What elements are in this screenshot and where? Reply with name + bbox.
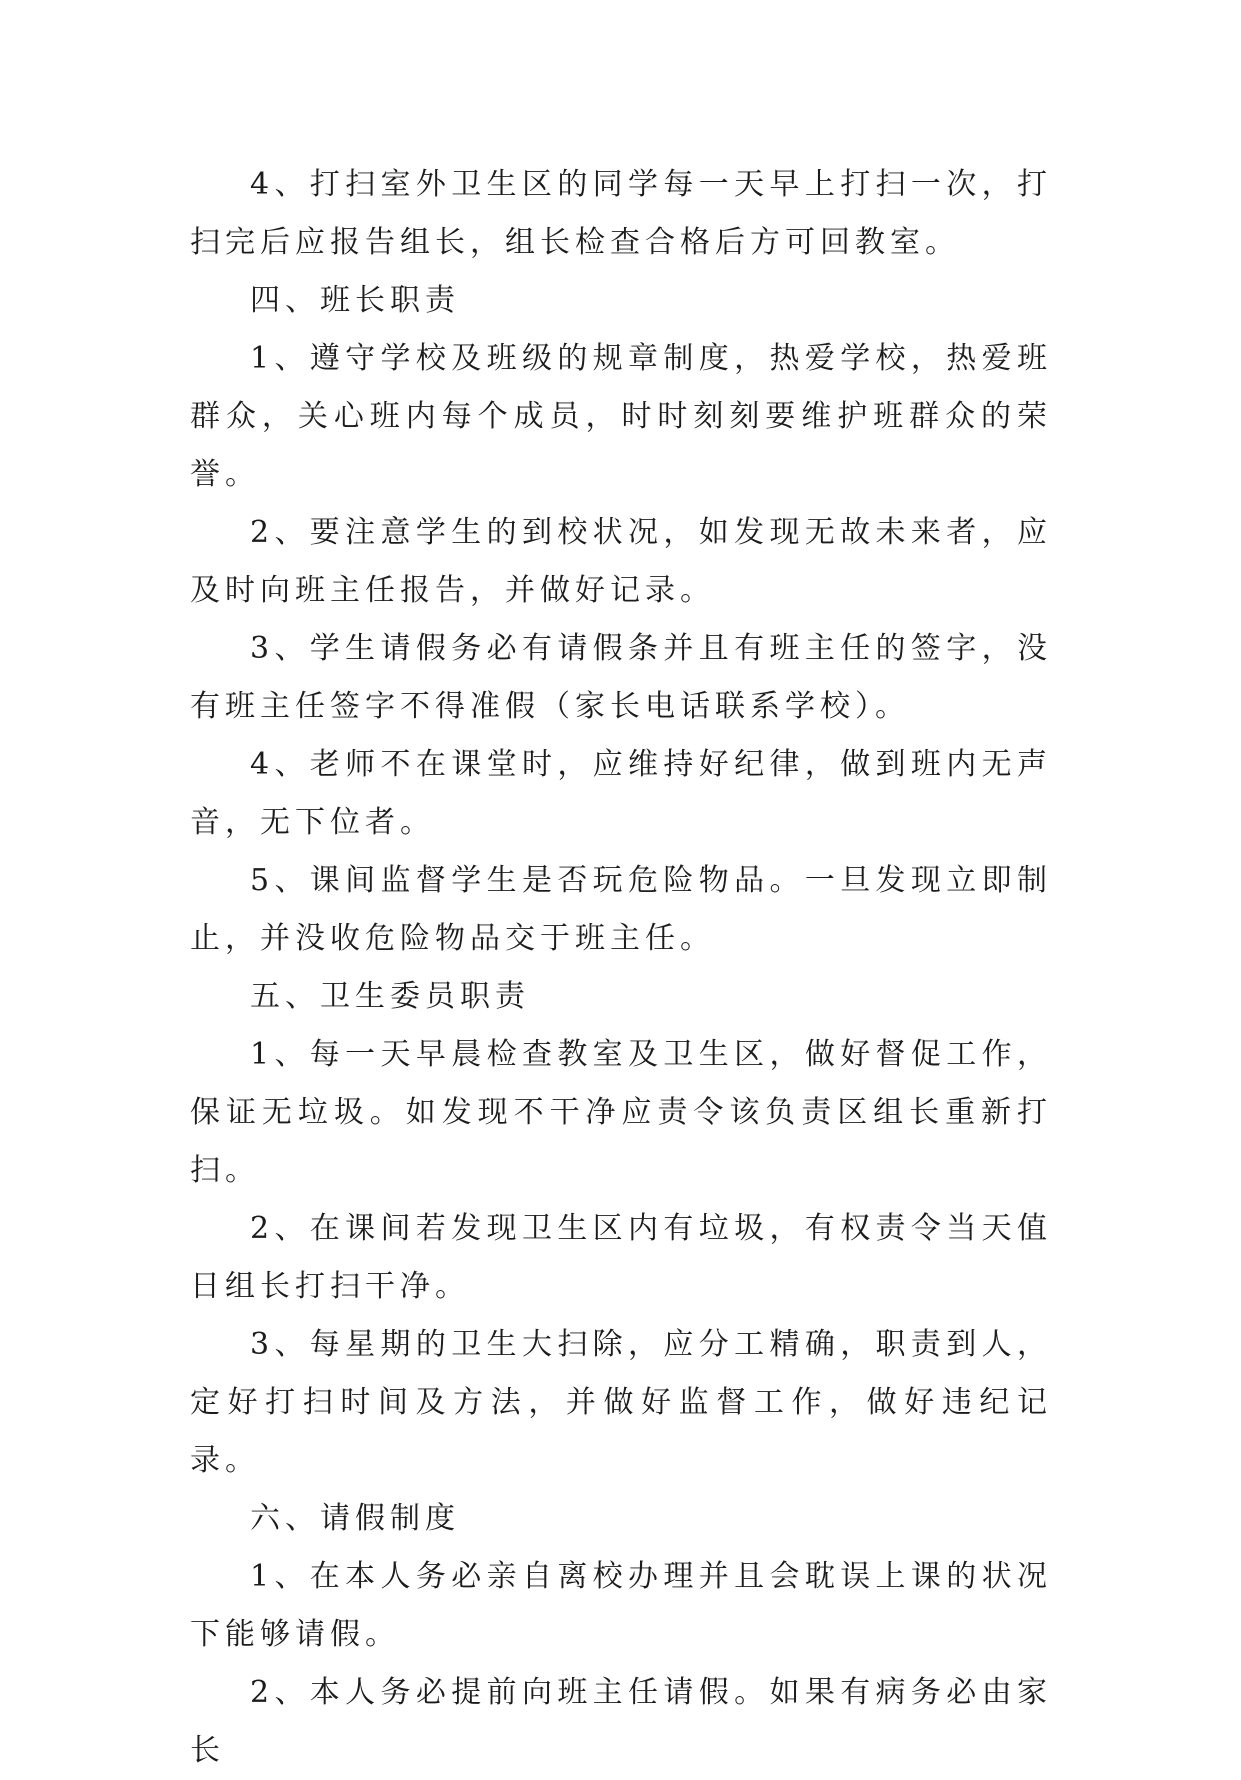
section-heading: 五、卫生委员职责 xyxy=(250,979,530,1014)
paragraph: 3、每星期的卫生大扫除，应分工精确，职责到人，定好打扫时间及方法，并做好监督工作，做好违纪记录。 xyxy=(190,1327,1052,1478)
section-heading: 四、班长职责 xyxy=(250,283,460,318)
paragraph: 2、在课间若发现卫生区内有垃圾，有权责令当天值日组长打扫干净。 xyxy=(190,1211,1052,1304)
paragraph: 4、老师不在课堂时，应维持好纪律，做到班内无声音，无下位者。 xyxy=(190,747,1052,840)
paragraph: 1、每一天早晨检查教室及卫生区，做好督促工作，保证无垃圾。如发现不干净应责令该负责区组长重新打扫。 xyxy=(190,1037,1052,1188)
document-body xyxy=(190,156,1052,1780)
paragraph: 2、要注意学生的到校状况，如发现无故未来者，应及时向班主任报告，并做好记录。 xyxy=(190,515,1052,608)
paragraph: 5、课间监督学生是否玩危险物品。一旦发现立即制止，并没收危险物品交于班主任。 xyxy=(190,863,1052,956)
paragraph: 1、遵守学校及班级的规章制度，热爱学校，热爱班群众，关心班内每个成员，时时刻刻要维护班群众的荣誉。 xyxy=(190,341,1052,492)
paragraph: 3、学生请假务必有请假条并且有班主任的签字，没有班主任签字不得准假（家长电话联系学校）。 xyxy=(190,631,1052,724)
paragraph: 2、本人务必提前向班主任请假。如果有病务必由家长 xyxy=(190,1675,1052,1768)
paragraph: 1、在本人务必亲自离校办理并且会耽误上课的状况下能够请假。 xyxy=(190,1559,1052,1652)
section-heading: 六、请假制度 xyxy=(250,1501,460,1536)
paragraph: 4、打扫室外卫生区的同学每一天早上打扫一次，打扫完后应报告组长，组长检查合格后方可回教室。 xyxy=(190,167,1052,260)
